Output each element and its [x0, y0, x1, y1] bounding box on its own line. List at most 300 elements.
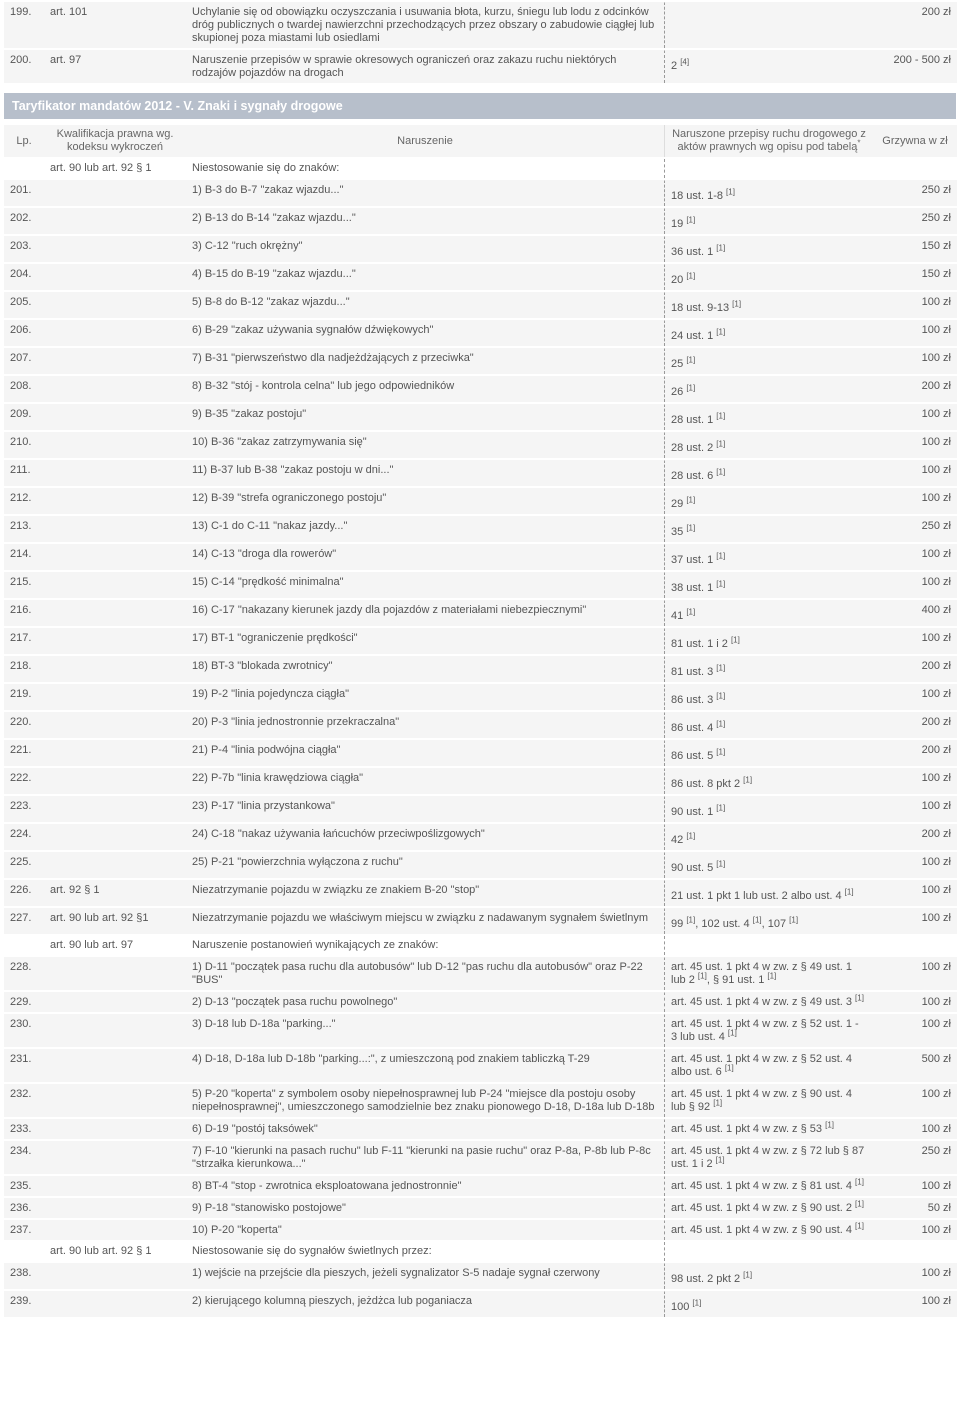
row-przepis [665, 348, 873, 374]
row-naruszenie: 1) B-3 do B-7 "zakaz wjazdu..." [186, 180, 665, 206]
row-przepis [665, 1014, 873, 1047]
row-naruszenie: 7) F-10 "kierunki na pasach ruchu" lub F-11 "kierunki na pasie ruchu" oraz P-8a, P-8b lub P-8c "strzałka kierunkowa..." [186, 1141, 665, 1174]
row-przepis [665, 852, 873, 878]
przepis-ref: [1] [686, 215, 696, 225]
row-art [44, 348, 186, 374]
row-grzywna: 100 zł [873, 796, 957, 822]
row-przepis [665, 432, 873, 458]
table-row [4, 404, 957, 430]
row-lp: 220. [4, 712, 44, 738]
row-przepis [665, 957, 873, 990]
row-naruszenie: 1) D-11 "początek pasa ruchu dla autobusów" lub D-12 "pas ruchu dla autobusów" oraz P-22 "BUS" [186, 957, 665, 990]
row-grzywna: 150 zł [873, 264, 957, 290]
row-art [44, 460, 186, 486]
row-lp: 231. [4, 1049, 44, 1082]
przepis-ref: [4] [680, 57, 690, 67]
row-naruszenie: 4) B-15 do B-19 "zakaz wjazdu..." [186, 264, 665, 290]
przepis-text: 28 ust. 1 [671, 414, 714, 426]
row-lp: 239. [4, 1291, 44, 1317]
row-lp: 207. [4, 348, 44, 374]
row-naruszenie: 12) B-39 "strefa ograniczonego postoju" [186, 488, 665, 514]
table-row [4, 180, 957, 206]
przepis-text: 28 ust. 2 [671, 442, 714, 454]
table-row [4, 264, 957, 290]
table-row [4, 50, 957, 83]
row-grzywna: 100 zł [873, 460, 957, 486]
row-grzywna: 100 zł [873, 1014, 957, 1047]
table-row [4, 236, 957, 262]
row-art [44, 1263, 186, 1289]
przepis-text: art. 45 ust. 1 pkt 4 w zw. z § 90 ust. 4 lub § 92 [671, 1088, 852, 1113]
row-naruszenie: 5) P-20 "koperta" z symbolem osoby niepełnosprawnej lub P-24 "miejsce dla postoju osoby niepełnosprawnej", umieszczonego samodzielnie bez znaku pionowego D-18, D-18a lub D-18b [186, 1084, 665, 1117]
row-grzywna: 250 zł [873, 516, 957, 542]
row-art [44, 628, 186, 654]
subheader-row [4, 936, 957, 955]
row-przepis [665, 236, 873, 262]
przepis-text: art. 45 ust. 1 pkt 4 w zw. z § 49 ust. 3 [671, 996, 852, 1008]
header-lp: Lp. [4, 125, 44, 157]
row-lp: 201. [4, 180, 44, 206]
row-przepis [665, 180, 873, 206]
row-art: art. 101 [44, 2, 186, 48]
row-grzywna: 250 zł [873, 180, 957, 206]
table-row [4, 796, 957, 822]
row-art [44, 1198, 186, 1218]
row-lp: 232. [4, 1084, 44, 1117]
row-naruszenie: 5) B-8 do B-12 "zakaz wjazdu..." [186, 292, 665, 318]
przepis-ref: [1] [716, 803, 726, 813]
row-lp: 238. [4, 1263, 44, 1289]
row-lp: 209. [4, 404, 44, 430]
przepis-text: 25 [671, 358, 684, 370]
row-naruszenie: 6) D-19 "postój taksówek" [186, 1119, 665, 1139]
row-art [44, 656, 186, 682]
przepis-ref: [1] [855, 1199, 864, 1209]
row-przepis [665, 1263, 873, 1289]
przepis-ref: [1] [730, 635, 740, 645]
przepis-text: art. 45 ust. 1 pkt 4 w zw. z § 90 ust. 2 [671, 1202, 852, 1214]
row-art [44, 1084, 186, 1117]
przepis-text-2: , 102 ust. 4 [695, 918, 750, 930]
row-art [44, 236, 186, 262]
przepis-text: 19 [671, 218, 684, 230]
row-naruszenie: 14) C-13 "droga dla rowerów" [186, 544, 665, 570]
row-przepis [665, 712, 873, 738]
table-row [4, 656, 957, 682]
row-grzywna: 100 zł [873, 768, 957, 794]
row-grzywna: 100 zł [873, 348, 957, 374]
przepis-text: 90 ust. 1 [671, 806, 714, 818]
table-row [4, 740, 957, 766]
row-grzywna: 100 zł [873, 908, 957, 934]
row-lp: 213. [4, 516, 44, 542]
przepis-text: 37 ust. 1 [671, 554, 714, 566]
row-art: art. 92 § 1 [44, 880, 186, 906]
przepis-text: 41 [671, 610, 684, 622]
row-lp: 227. [4, 908, 44, 934]
table-row [4, 1049, 957, 1082]
przepis-ref: [1] [686, 355, 696, 365]
row-art [44, 1119, 186, 1139]
row-art [44, 488, 186, 514]
row-lp: 211. [4, 460, 44, 486]
przepis-text: 38 ust. 1 [671, 582, 714, 594]
row-art [44, 796, 186, 822]
row-grzywna: 500 zł [873, 1049, 957, 1082]
table-row [4, 992, 957, 1012]
row-grzywna: 250 zł [873, 1141, 957, 1174]
row-lp: 230. [4, 1014, 44, 1047]
row-naruszenie: 2) D-13 "początek pasa ruchu powolnego" [186, 992, 665, 1012]
row-lp: 234. [4, 1141, 44, 1174]
row-naruszenie: Niestosowanie się do znaków: [186, 159, 665, 178]
row-lp: 202. [4, 208, 44, 234]
row-naruszenie: 8) BT-4 "stop - zwrotnica eksploatowana jednostronnie" [186, 1176, 665, 1196]
row-grzywna: 200 - 500 zł [873, 50, 957, 83]
row-art [44, 432, 186, 458]
row-przepis [665, 1242, 873, 1261]
przepis-ref: [1] [855, 1177, 864, 1187]
row-przepis [665, 1220, 873, 1240]
row-przepis [665, 159, 873, 178]
row-grzywna: 100 zł [873, 992, 957, 1012]
przepis-text: 35 [671, 526, 684, 538]
row-lp: 237. [4, 1220, 44, 1240]
row-lp: 204. [4, 264, 44, 290]
row-lp: 236. [4, 1198, 44, 1218]
row-lp: 214. [4, 544, 44, 570]
przepis-text: 26 [671, 386, 684, 398]
row-art [44, 1014, 186, 1047]
top-table [4, 0, 957, 85]
subheader-row [4, 1242, 957, 1261]
row-naruszenie: 23) P-17 "linia przystankowa" [186, 796, 665, 822]
row-lp: 215. [4, 572, 44, 598]
row-naruszenie: 7) B-31 "pierwszeństwo dla nadjeżdżających z przeciwka" [186, 348, 665, 374]
row-grzywna: 100 zł [873, 1291, 957, 1317]
przepis-text: 100 [671, 1301, 690, 1313]
table-row [4, 572, 957, 598]
row-lp: 199. [4, 2, 44, 48]
header-grzywna: Grzywna w zł [873, 125, 957, 157]
przepis-ref: [1] [716, 551, 726, 561]
row-naruszenie: 2) kierującego kolumną pieszych, jeżdżca lub poganiacza [186, 1291, 665, 1317]
row-przepis [665, 1176, 873, 1196]
row-art [44, 992, 186, 1012]
przepis-text: 86 ust. 4 [671, 722, 714, 734]
row-art [44, 768, 186, 794]
row-przepis [665, 292, 873, 318]
row-przepis [665, 544, 873, 570]
row-grzywna: 400 zł [873, 600, 957, 626]
row-grzywna: 200 zł [873, 824, 957, 850]
table-row [4, 852, 957, 878]
table-row [4, 292, 957, 318]
table-row [4, 908, 957, 934]
row-art [44, 208, 186, 234]
row-grzywna: 200 zł [873, 656, 957, 682]
row-grzywna: 200 zł [873, 376, 957, 402]
row-lp: 205. [4, 292, 44, 318]
przepis-ref: [1] [686, 523, 696, 533]
row-naruszenie: 16) C-17 "nakazany kierunek jazdy dla pojazdów z materiałami niebezpiecznymi" [186, 600, 665, 626]
row-lp: 206. [4, 320, 44, 346]
table-row [4, 880, 957, 906]
row-art: art. 90 lub art. 92 §1 [44, 908, 186, 934]
row-przepis [665, 656, 873, 682]
row-naruszenie: 4) D-18, D-18a lub D-18b "parking...:", z umieszczoną pod znakiem tabliczką T-29 [186, 1049, 665, 1082]
przepis-text: 90 ust. 5 [671, 862, 714, 874]
przepis-text: 36 ust. 1 [671, 246, 714, 258]
przepis-text: art. 45 ust. 1 pkt 4 w zw. z § 72 lub § 87 ust. 1 i 2 [671, 1145, 865, 1170]
row-lp: 203. [4, 236, 44, 262]
row-lp [4, 159, 44, 178]
row-lp: 223. [4, 796, 44, 822]
przepis-ref: [1] [743, 775, 753, 785]
przepis-ref: [1] [716, 859, 726, 869]
przepis-ref: [1] [825, 1120, 834, 1130]
przepis-ref-3: [1] [789, 915, 799, 925]
row-art [44, 292, 186, 318]
przepis-ref: [1] [716, 439, 726, 449]
table-row [4, 712, 957, 738]
row-art [44, 957, 186, 990]
row-przepis [665, 936, 873, 955]
row-grzywna: 200 zł [873, 712, 957, 738]
row-lp [4, 936, 44, 955]
row-naruszenie: 25) P-21 "powierzchnia wyłączona z ruchu" [186, 852, 665, 878]
row-grzywna: 200 zł [873, 2, 957, 48]
row-naruszenie: 8) B-32 "stój - kontrola celna" lub jego odpowiedników [186, 376, 665, 402]
row-grzywna: 200 zł [873, 740, 957, 766]
row-przepis [665, 516, 873, 542]
przepis-text-2: , § 91 ust. 1 [706, 974, 765, 986]
table-header-row [4, 125, 957, 157]
przepis-ref: [1] [726, 187, 735, 197]
row-grzywna: 100 zł [873, 544, 957, 570]
row-art: art. 90 lub art. 92 § 1 [44, 159, 186, 178]
przepis-text: 81 ust. 3 [671, 666, 714, 678]
header-przepisy-text: Naruszone przepisy ruchu drogowego z aktów prawnych wg opisu pod tabelą [672, 128, 866, 153]
przepis-ref: [1] [686, 271, 696, 281]
row-lp: 222. [4, 768, 44, 794]
przepis-ref: [1] [724, 1063, 734, 1073]
row-lp: 221. [4, 740, 44, 766]
table-row [4, 432, 957, 458]
row-przepis [665, 1119, 873, 1139]
row-przepis [665, 1141, 873, 1174]
row-grzywna: 100 zł [873, 684, 957, 710]
header-naruszenie: Naruszenie [186, 125, 665, 157]
row-grzywna: 100 zł [873, 1084, 957, 1117]
row-przepis [665, 50, 873, 83]
przepis-text: 86 ust. 3 [671, 694, 714, 706]
row-przepis [665, 740, 873, 766]
table-row [4, 684, 957, 710]
row-naruszenie: 19) P-2 "linia pojedyncza ciągła" [186, 684, 665, 710]
przepis-ref-2: [1] [752, 915, 762, 925]
row-przepis [665, 488, 873, 514]
przepis-ref: [1] [686, 831, 696, 841]
row-art [44, 544, 186, 570]
row-lp: 219. [4, 684, 44, 710]
row-naruszenie: 2) B-13 do B-14 "zakaz wjazdu..." [186, 208, 665, 234]
row-grzywna: 100 zł [873, 404, 957, 430]
row-przepis [665, 264, 873, 290]
row-przepis [665, 572, 873, 598]
row-grzywna: 100 zł [873, 432, 957, 458]
fines-table [4, 123, 957, 1319]
row-naruszenie: 24) C-18 "nakaz używania łańcuchów przeciwpoślizgowych" [186, 824, 665, 850]
row-grzywna: 100 zł [873, 880, 957, 906]
row-lp: 210. [4, 432, 44, 458]
przepis-ref: [1] [716, 467, 726, 477]
row-naruszenie: Niezatrzymanie pojazdu we właściwym miejscu w związku z nadawanym sygnałem świetlnym [186, 908, 665, 934]
row-grzywna: 100 zł [873, 572, 957, 598]
row-art [44, 712, 186, 738]
row-grzywna: 100 zł [873, 852, 957, 878]
przepis-text-3: , 107 [761, 918, 787, 930]
przepis-text: 20 [671, 274, 684, 286]
row-art [44, 404, 186, 430]
row-art [44, 1049, 186, 1082]
row-grzywna [873, 159, 957, 178]
section-title: Taryfikator mandatów 2012 - V. Znaki i sygnały drogowe [4, 93, 956, 119]
header-przepisy-mark: * [857, 138, 861, 148]
row-lp: 225. [4, 852, 44, 878]
row-naruszenie: Uchylanie się od obowiązku oczyszczania i usuwania błota, kurzu, śniegu lub lodu z odcinków dróg publicznych o twardej nawierzchni przechodzących przez obszary o zabudowie ciągłej lub skupionej poza miastami lub osiedlami [186, 2, 665, 48]
page [4, 0, 956, 1319]
przepis-ref: [1] [692, 1298, 702, 1308]
row-lp: 208. [4, 376, 44, 402]
row-przepis [665, 404, 873, 430]
table-row [4, 348, 957, 374]
row-art [44, 264, 186, 290]
przepis-text: 18 ust. 1-8 [671, 190, 723, 202]
row-art [44, 1220, 186, 1240]
przepis-text: art. 45 ust. 1 pkt 4 w zw. z § 52 ust. 1 - 3 lub ust. 4 [671, 1018, 859, 1043]
przepis-ref: [1] [844, 887, 854, 897]
row-grzywna: 100 zł [873, 320, 957, 346]
table-row [4, 957, 957, 990]
row-grzywna: 100 zł [873, 292, 957, 318]
row-art: art. 90 lub art. 92 § 1 [44, 1242, 186, 1261]
row-przepis [665, 684, 873, 710]
subheader-row [4, 159, 957, 178]
przepis-ref: [1] [716, 579, 726, 589]
row-naruszenie: 13) C-1 do C-11 "nakaz jazdy..." [186, 516, 665, 542]
row-grzywna: 250 zł [873, 208, 957, 234]
row-naruszenie: Naruszenie przepisów w sprawie okresowych ograniczeń oraz zakazu ruchu niektórych rodzajów pojazdów na drogach [186, 50, 665, 83]
row-lp: 228. [4, 957, 44, 990]
table-row [4, 1263, 957, 1289]
przepis-ref: [1] [716, 663, 726, 673]
przepis-text: 21 ust. 1 pkt 1 lub ust. 2 albo ust. 4 [671, 890, 842, 902]
przepis-ref: [1] [686, 915, 696, 925]
przepis-ref: [1] [697, 971, 707, 981]
row-naruszenie: 9) B-35 "zakaz postoju" [186, 404, 665, 430]
row-art [44, 376, 186, 402]
row-grzywna: 100 zł [873, 1220, 957, 1240]
przepis-text: 29 [671, 498, 684, 510]
przepis-text: 42 [671, 834, 684, 846]
row-przepis [665, 824, 873, 850]
row-naruszenie: 18) BT-3 "blokada zwrotnicy" [186, 656, 665, 682]
przepis-ref: [1] [855, 993, 864, 1003]
row-naruszenie: 9) P-18 "stanowisko postojowe" [186, 1198, 665, 1218]
row-lp: 218. [4, 656, 44, 682]
row-art [44, 600, 186, 626]
row-przepis [665, 1049, 873, 1082]
przepis-text: art. 45 ust. 1 pkt 4 w zw. z § 52 ust. 4 albo ust. 6 [671, 1053, 852, 1078]
row-naruszenie: 3) C-12 "ruch okrężny" [186, 236, 665, 262]
row-przepis [665, 2, 873, 48]
row-przepis [665, 628, 873, 654]
row-lp: 229. [4, 992, 44, 1012]
row-przepis [665, 1291, 873, 1317]
row-lp: 233. [4, 1119, 44, 1139]
table-row [4, 320, 957, 346]
header-kwalifikacja: Kwalifikacja prawna wg. kodeksu wykroczeń [44, 125, 186, 157]
row-art [44, 180, 186, 206]
row-grzywna: 100 zł [873, 1119, 957, 1139]
row-przepis [665, 992, 873, 1012]
row-naruszenie: 17) BT-1 "ograniczenie prędkości" [186, 628, 665, 654]
przepis-text: 86 ust. 8 pkt 2 [671, 778, 741, 790]
table-row [4, 768, 957, 794]
row-art [44, 1141, 186, 1174]
przepis-text: 81 ust. 1 i 2 [671, 638, 728, 650]
row-przepis [665, 796, 873, 822]
przepis-ref: [1] [732, 299, 742, 309]
table-row [4, 460, 957, 486]
row-przepis [665, 768, 873, 794]
przepis-ref: [1] [716, 327, 726, 337]
row-naruszenie: 3) D-18 lub D-18a "parking..." [186, 1014, 665, 1047]
przepis-ref: [1] [716, 411, 726, 421]
row-przepis [665, 600, 873, 626]
row-przepis [665, 880, 873, 906]
przepis-text: 86 ust. 5 [671, 750, 714, 762]
table-row [4, 516, 957, 542]
row-naruszenie: 11) B-37 lub B-38 "zakaz postoju w dni..." [186, 460, 665, 486]
row-przepis [665, 1198, 873, 1218]
row-grzywna: 100 zł [873, 488, 957, 514]
row-art: art. 97 [44, 50, 186, 83]
row-art [44, 1291, 186, 1317]
row-przepis [665, 208, 873, 234]
row-naruszenie: 21) P-4 "linia podwójna ciągła" [186, 740, 665, 766]
przepis-ref: [1] [686, 383, 696, 393]
row-art [44, 824, 186, 850]
przepis-text: 98 ust. 2 pkt 2 [671, 1273, 741, 1285]
przepis-ref: [1] [855, 1221, 864, 1231]
row-lp: 212. [4, 488, 44, 514]
row-lp: 217. [4, 628, 44, 654]
row-grzywna: 150 zł [873, 236, 957, 262]
row-naruszenie: 10) P-20 "koperta" [186, 1220, 665, 1240]
table-row [4, 2, 957, 48]
row-grzywna: 100 zł [873, 957, 957, 990]
row-grzywna: 100 zł [873, 1263, 957, 1289]
row-naruszenie: 15) C-14 "prędkość minimalna" [186, 572, 665, 598]
header-przepisy [665, 125, 873, 157]
row-art [44, 1176, 186, 1196]
row-naruszenie: Niezatrzymanie pojazdu w związku ze znakiem B-20 "stop" [186, 880, 665, 906]
table-row [4, 1198, 957, 1218]
row-przepis [665, 376, 873, 402]
row-art [44, 516, 186, 542]
